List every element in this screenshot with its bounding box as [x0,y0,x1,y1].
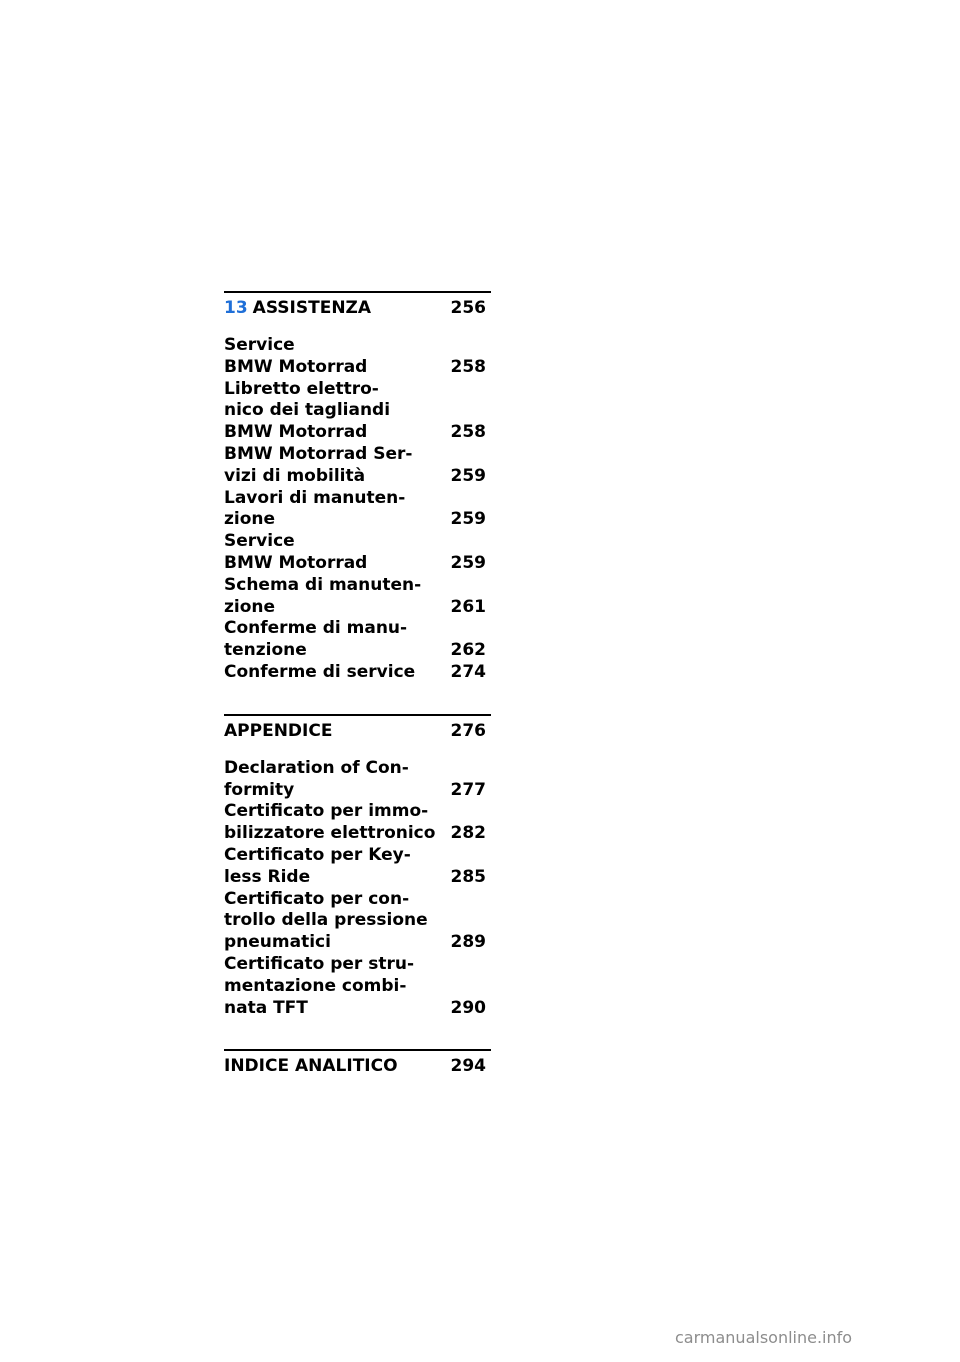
toc-entry[interactable] [224,379,491,444]
entry-title-line: Conferme di service [224,661,416,682]
entry-list [224,335,491,684]
entry-title-line: BMW Motorrad [224,422,368,443]
entry-page-number: 277 [450,779,486,800]
entry-title-line: tenzione [224,640,307,661]
entry-title-line: Certificato per stru- [224,953,415,974]
section-title-text: INDICE ANALITICO [224,1056,398,1077]
entry-page-number: 259 [450,509,486,530]
toc-entry[interactable] [224,618,491,662]
section-title [224,297,371,319]
entry-page-number: 274 [450,661,486,682]
entry-title-line: formity [224,779,295,800]
entry-title-line: BMW Motorrad [224,552,368,573]
section-heading[interactable] [224,1049,491,1077]
section-gap [224,1019,491,1049]
section-heading[interactable] [224,291,491,319]
entry-title-line: nata TFT [224,997,308,1018]
toc-entry[interactable] [224,335,491,379]
entry-title-line: bilizzatore elettronico [224,823,436,844]
section-page-number: 276 [450,720,486,741]
toc-entry[interactable] [224,662,491,684]
entry-page-number: 259 [450,465,486,486]
entry-page-number: 282 [450,823,486,844]
entry-page-number: 259 [450,552,486,573]
entry-title-line: Service [224,335,295,355]
watermark-site-link[interactable]: carmanualsonline.info [675,1328,853,1347]
entry-title-line: pneumatici [224,932,331,953]
toc-entry[interactable] [224,954,491,1019]
toc-entry[interactable] [224,531,491,575]
entry-title-line: Schema di manuten- [224,574,422,595]
entry-title-line: BMW Motorrad Ser- [224,443,413,464]
entry-title-line: nico dei tagliandi [224,400,391,421]
toc-entry[interactable] [224,801,491,845]
section-title [224,1055,398,1077]
entry-title-line: BMW Motorrad [224,356,368,377]
entry-title-line: Certificato per Key- [224,844,411,865]
entry-title-line: Service [224,531,295,552]
entry-title-line: Lavori di manuten- [224,487,406,508]
entry-page-number: 290 [450,997,486,1018]
entry-page-number: 258 [450,356,486,377]
entry-title-line: Declaration of Con- [224,757,409,778]
entry-title-line: less Ride [224,866,311,887]
entry-title-line: trollo della pressione [224,910,428,931]
toc-entry[interactable] [224,575,491,619]
toc-entry[interactable] [224,444,491,488]
table-of-contents [224,291,491,1077]
section-title [224,720,332,742]
section-title-text: APPENDICE [224,720,333,741]
toc-entry[interactable] [224,758,491,802]
section-heading[interactable] [224,714,491,742]
entry-page-number: 289 [450,932,486,953]
toc-entry[interactable] [224,488,491,532]
entry-title-line: Certificato per con- [224,888,410,909]
entry-title-line: zione [224,596,276,617]
toc-entry[interactable] [224,889,491,954]
entry-list [224,758,491,1020]
section-page-number: 294 [450,1056,486,1077]
chapter-number: 13 [224,298,248,318]
toc-entry[interactable] [224,845,491,889]
section-gap [224,684,491,714]
entry-page-number: 258 [450,422,486,443]
entry-title-line: Conferme di manu- [224,618,408,639]
entry-title-line: Certificato per immo- [224,801,429,822]
entry-title-line: Libretto elettro- [224,378,379,399]
entry-page-number: 285 [450,866,486,887]
entry-page-number: 262 [450,640,486,661]
section-title-text: ASSISTENZA [252,298,372,318]
entry-title-line: zione [224,509,276,530]
entry-title-line: vizi di mobilità [224,465,366,486]
entry-title-line: mentazione combi- [224,975,407,996]
entry-page-number: 261 [450,596,486,617]
section-page-number: 256 [450,298,486,318]
